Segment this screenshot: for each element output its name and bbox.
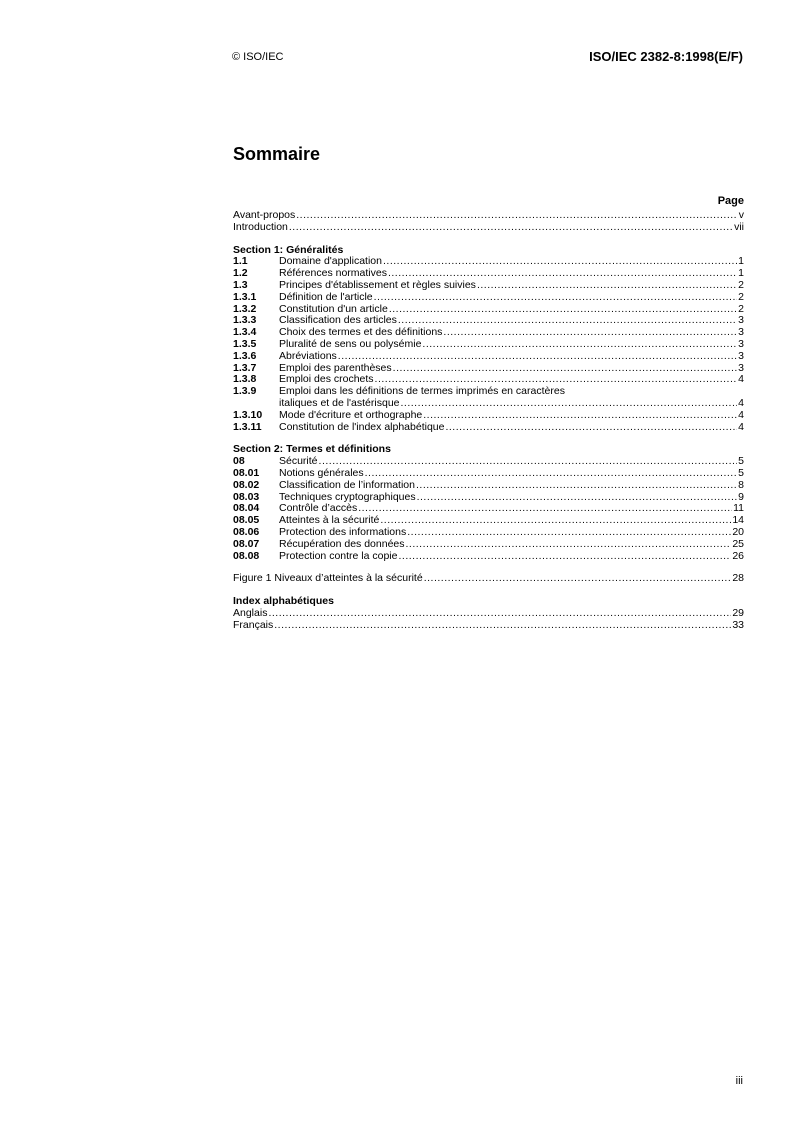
page-column-label: Page (717, 195, 744, 207)
toc-entry-number: 1.3.1 (233, 290, 257, 303)
dot-leader (296, 210, 737, 222)
toc-entry-number: 1.3.5 (233, 337, 257, 350)
toc-entry-page: 3 (738, 326, 744, 339)
dot-leader (274, 620, 731, 632)
toc-entry-page: 29 (732, 606, 744, 619)
toc-entry-text: Emploi des parenthèses (279, 361, 392, 374)
toc-entry-text: Emploi des crochets (279, 373, 374, 386)
toc-entry-number: 08.01 (233, 466, 260, 479)
toc-entry[interactable] (233, 292, 744, 304)
dot-leader (383, 256, 737, 268)
toc-entry-text: Protection des informations (279, 525, 407, 538)
toc-entry-text: Classification des articles (279, 314, 397, 327)
toc-entry-text: Contrôle d’accès (279, 502, 358, 515)
toc-entry-page: 3 (738, 337, 744, 350)
toc-entry-number: 08.02 (233, 478, 260, 491)
dot-leader (338, 351, 737, 363)
dot-leader (422, 339, 737, 351)
toc-entry[interactable] (233, 468, 744, 480)
section-2-list (233, 456, 744, 562)
toc-entry-text: Atteintes à la sécurité (279, 514, 380, 527)
dot-leader (374, 292, 738, 304)
dot-leader (407, 527, 731, 539)
toc-entry-number: 1.3.3 (233, 314, 257, 327)
toc-entry-number: 08.06 (233, 525, 260, 538)
toc-entry-page: 5 (738, 466, 744, 479)
dot-leader (424, 573, 732, 585)
toc-entry[interactable] (233, 280, 744, 292)
toc-entry-page: 2 (738, 302, 744, 315)
toc-entry[interactable] (233, 551, 744, 563)
toc-entry-page: 8 (738, 478, 744, 491)
toc-entry-text: Techniques cryptographiques (279, 490, 416, 503)
section-1-list (233, 256, 744, 386)
dot-leader (445, 422, 737, 434)
table-of-contents (233, 196, 744, 632)
page-title: Sommaire (233, 144, 321, 164)
toc-entry-number: 1.3.9 (233, 385, 257, 398)
toc-entry-text: Figure 1 Niveaux d’atteintes à la sécurité (233, 572, 423, 585)
header-standard-number: ISO/IEC 2382-8:1998(E/F) (589, 49, 743, 64)
toc-entry-text: Principes d'établissement et règles suivies (279, 278, 476, 291)
toc-entry-text: Français (233, 618, 274, 631)
toc-entry-text: Choix des termes et des définitions (279, 326, 443, 339)
toc-entry-number: 08.08 (233, 549, 260, 562)
toc-entry-text: Constitution d'un article (279, 302, 388, 315)
toc-entry-number: 08.07 (233, 537, 260, 550)
toc-entry-page: 1 (738, 255, 744, 268)
toc-entry-page: 3 (738, 349, 744, 362)
index-list (233, 608, 744, 632)
toc-entry-page: 9 (738, 490, 744, 503)
toc-entry-text: Mode d'écriture et orthographe (279, 408, 423, 421)
toc-entry-text: Constitution de l'index alphabétique (279, 420, 445, 433)
dot-leader (423, 410, 737, 422)
dot-leader (393, 363, 738, 375)
toc-entry-page: 4 (738, 408, 744, 421)
dot-leader (289, 222, 733, 234)
toc-entry-text-line1: Emploi dans les définitions de termes imprimés en caractères (279, 385, 565, 398)
dot-leader (398, 551, 731, 563)
dot-leader (389, 304, 737, 316)
toc-entry-text-line2: italiques et de l'astérisque (279, 396, 400, 409)
toc-entry-page: 1 (738, 267, 744, 280)
toc-entry-text: Récupération des données (279, 537, 405, 550)
toc-entry-number: 1.3.7 (233, 361, 257, 374)
toc-entry-introduction[interactable] (233, 222, 744, 234)
toc-entry-text: Protection contre la copie (279, 549, 398, 562)
dot-leader (358, 503, 732, 515)
toc-entry-number: 1.3.2 (233, 302, 257, 315)
toc-entry-text: Domaine d'application (279, 255, 382, 268)
toc-entry-1-3-9-continued[interactable] (233, 398, 744, 410)
dot-leader (401, 398, 738, 410)
toc-entry-text: Avant-propos (233, 209, 296, 221)
section-1-list-continued (233, 410, 744, 434)
toc-entry-text: Références normatives (279, 267, 387, 280)
toc-entry-number: 08.03 (233, 490, 260, 503)
toc-entry[interactable] (233, 527, 744, 539)
toc-entry-text: Abréviations (279, 349, 337, 362)
toc-entry-text: Définition de l'article (279, 290, 373, 303)
toc-entry-page: 2 (738, 278, 744, 291)
toc-entry-page: 5 (738, 455, 744, 468)
toc-entry[interactable] (233, 339, 744, 351)
dot-leader (268, 608, 731, 620)
dot-leader (380, 515, 731, 527)
toc-entry-text: Anglais (233, 606, 268, 619)
toc-entry-page: 20 (732, 525, 744, 538)
toc-entry[interactable] (233, 480, 744, 492)
toc-entry-page: 4 (738, 420, 744, 433)
toc-entry-text: Pluralité de sens ou polysémie (279, 337, 422, 350)
toc-entry-text: Classification de l’information (279, 478, 415, 491)
dot-leader (417, 492, 738, 504)
toc-entry-page: v (738, 209, 744, 221)
toc-entry[interactable] (233, 608, 744, 620)
toc-entry-number: 08.04 (233, 502, 260, 515)
toc-entry-number: 1.3.11 (233, 420, 262, 433)
dot-leader (406, 539, 732, 551)
dot-leader (443, 327, 737, 339)
toc-entry-figure-1[interactable] (233, 573, 744, 585)
toc-entry-page: 14 (732, 514, 744, 527)
toc-entry-text: Notions générales (279, 466, 364, 479)
section-2-heading: Section 2: Termes et définitions (233, 443, 391, 456)
toc-entry-number: 08.05 (233, 514, 260, 527)
toc-entry-page: 28 (732, 572, 744, 585)
toc-entry-page: 11 (733, 502, 744, 515)
toc-entry-number: 1.1 (233, 255, 248, 268)
toc-entry-avant-propos[interactable] (233, 210, 744, 222)
toc-entry-number: 1.3.10 (233, 408, 263, 421)
toc-entry-text: Sécurité (279, 455, 318, 468)
toc-entry[interactable] (233, 422, 744, 434)
toc-entry-number: 1.3.6 (233, 349, 257, 362)
toc-entry-page: 33 (732, 618, 744, 631)
toc-entry-page: 3 (738, 361, 744, 374)
toc-entry-number: 1.2 (233, 267, 248, 280)
dot-leader (416, 480, 737, 492)
toc-entry-page: 25 (732, 537, 744, 550)
dot-leader (319, 456, 738, 468)
toc-entry-number: 1.3.8 (233, 373, 257, 386)
toc-entry[interactable] (233, 620, 744, 632)
toc-entry-page: 26 (732, 549, 744, 562)
toc-entry-page: 3 (738, 314, 744, 327)
header-copyright: © ISO/IEC (232, 51, 284, 63)
toc-entry-page: vii (734, 220, 744, 233)
toc-entry-page: 2 (738, 290, 744, 303)
toc-entry-page: 4 (738, 373, 744, 386)
footer-page-number: iii (735, 1075, 743, 1087)
toc-entry-number: 08 (233, 455, 245, 468)
toc-entry[interactable] (233, 410, 744, 422)
toc-entry[interactable] (233, 539, 744, 551)
dot-leader (365, 468, 738, 480)
section-1-heading: Section 1: Généralités (233, 243, 344, 256)
dot-leader (398, 315, 737, 327)
toc-entry-number: 1.3 (233, 278, 248, 291)
toc-entry[interactable] (233, 351, 744, 363)
index-heading: Index alphabétiques (233, 595, 334, 608)
toc-entry-page: 4 (738, 396, 744, 409)
toc-entry-text: Introduction (233, 220, 288, 233)
dot-leader (477, 280, 737, 292)
toc-entry-number: 1.3.4 (233, 326, 257, 339)
